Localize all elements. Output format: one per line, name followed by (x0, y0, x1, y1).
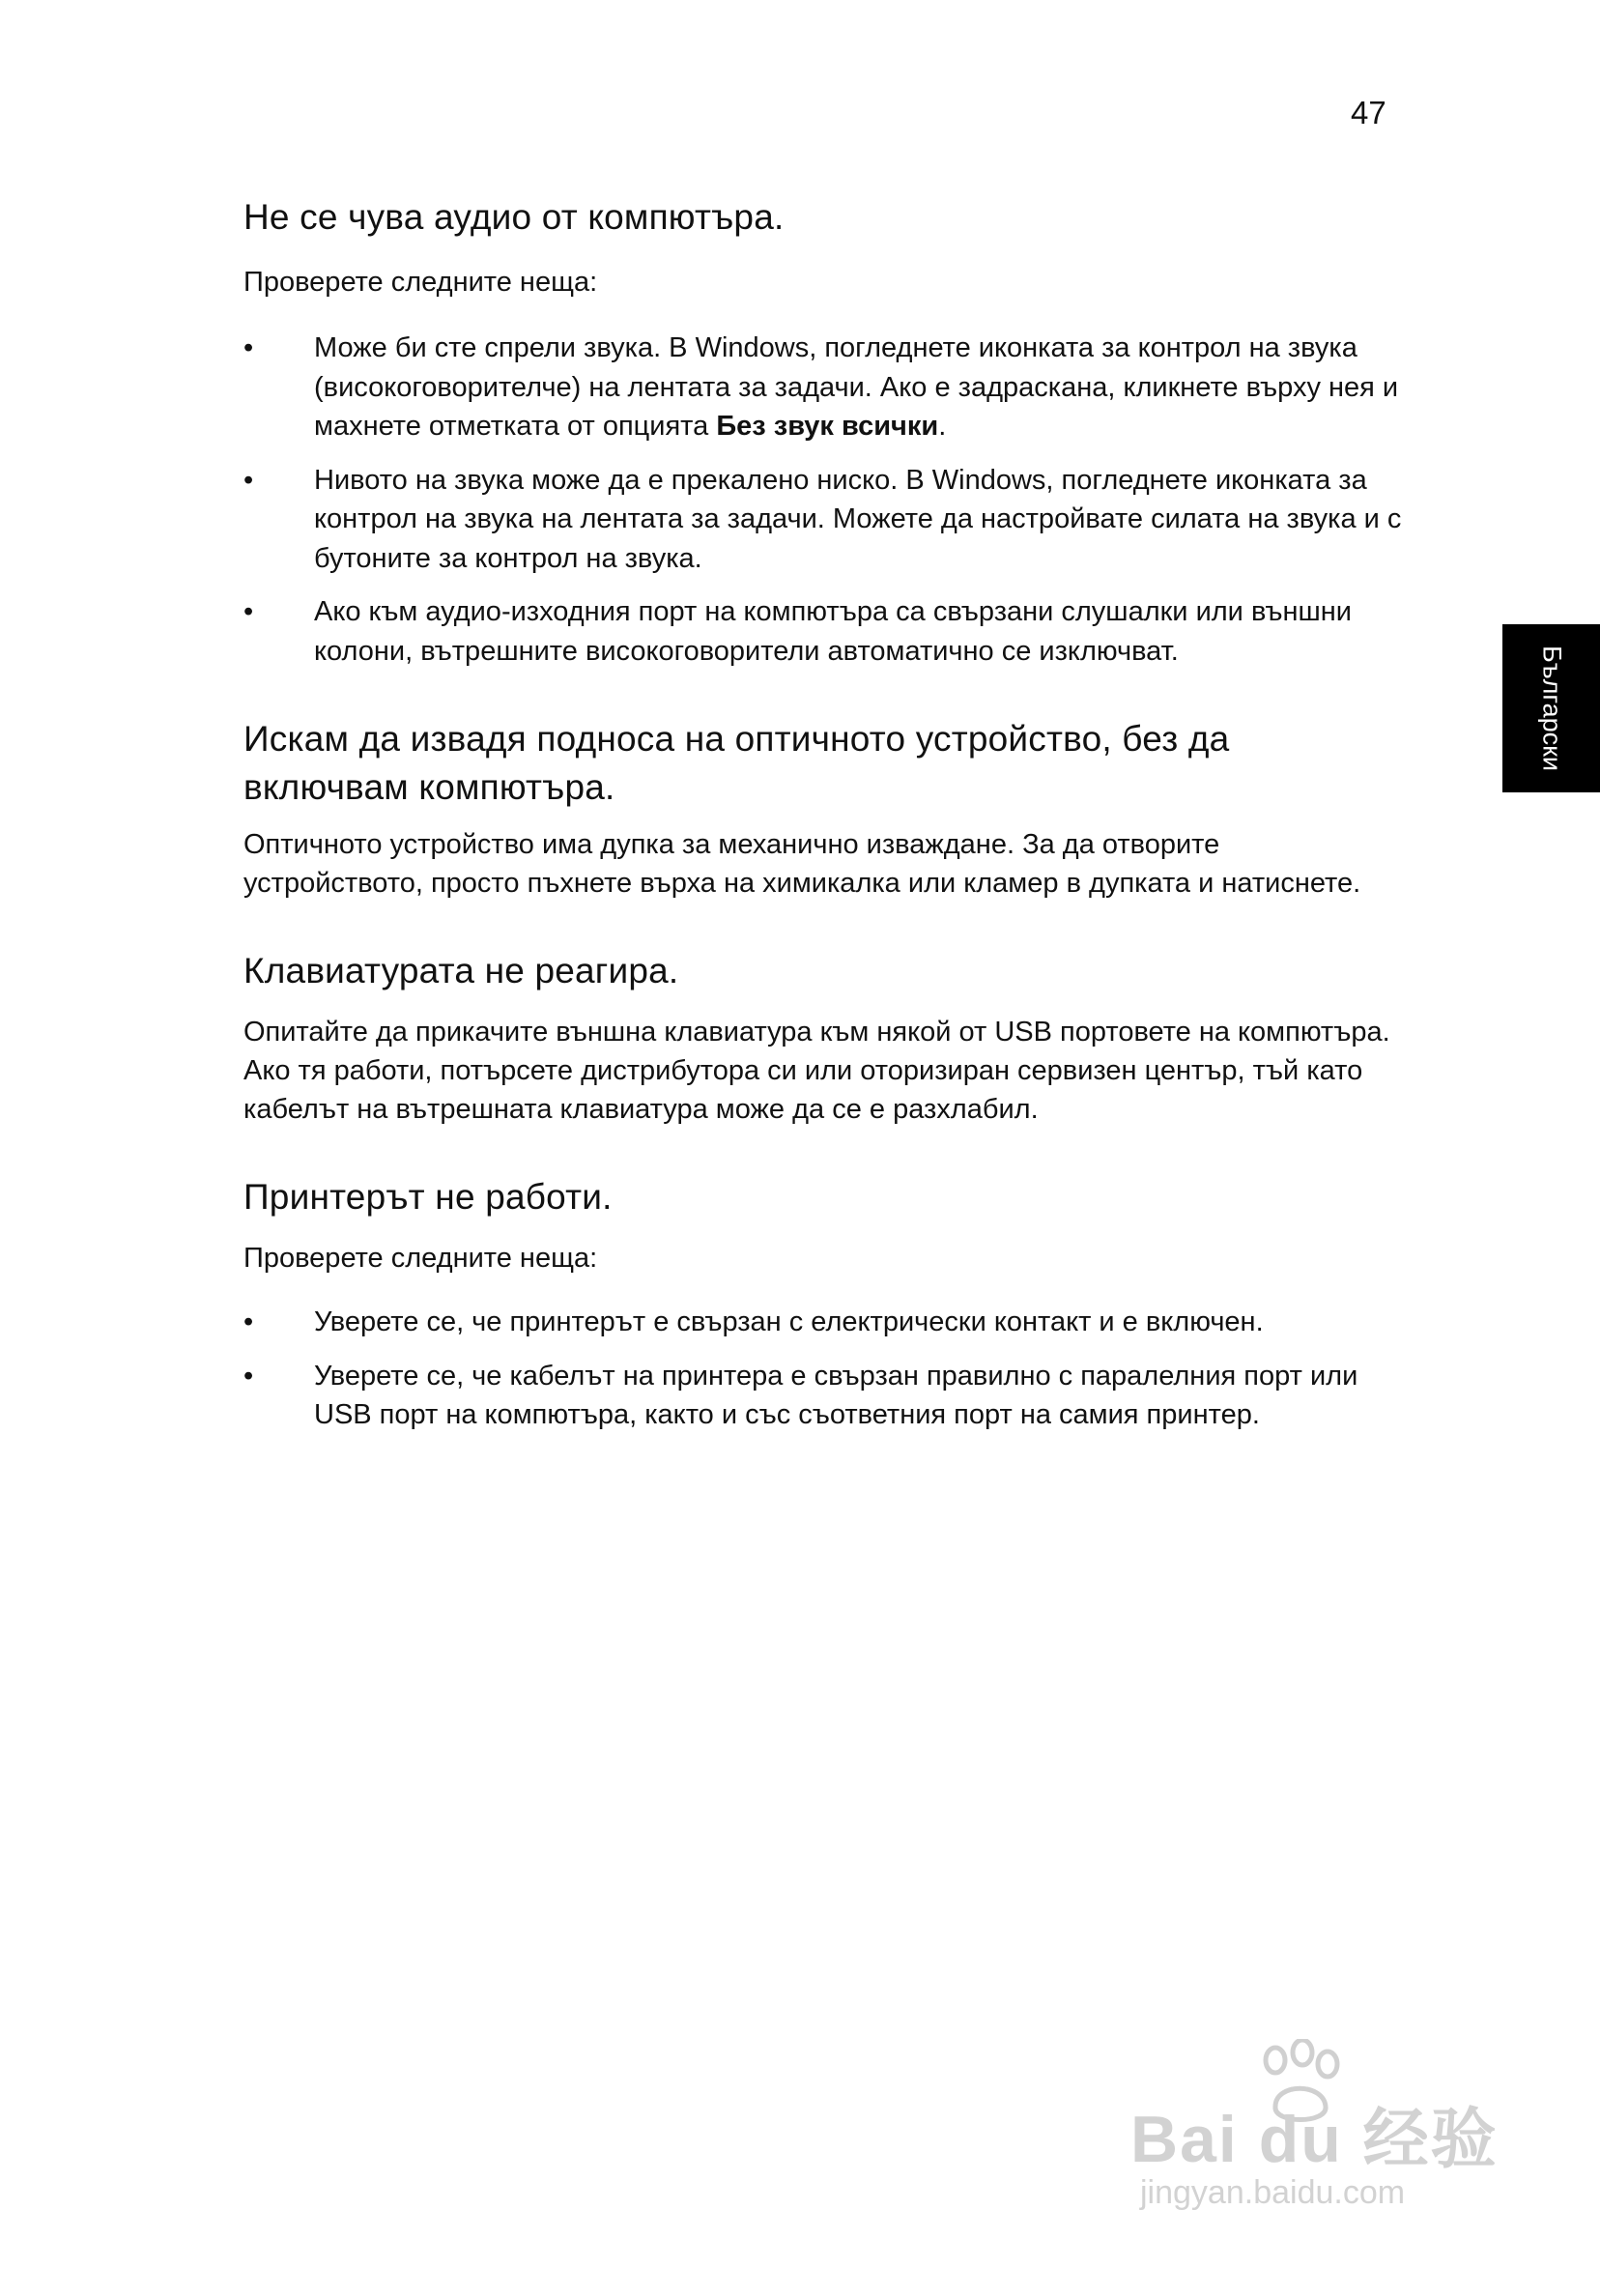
list-item (243, 329, 1403, 446)
option-name: Без звук всички (716, 411, 939, 442)
bullet-icon: • (243, 596, 254, 627)
section-heading: Клавиатурата не реагира. (243, 951, 679, 990)
section-intro: Проверете следните неща: (243, 267, 598, 298)
section-body: Опитайте да прикачите външна клавиатура към някой от USB портовете на компютъра. Ако тя работи, потърсете дистрибутора си или оторизиран сервизен център, тъй като кабелът на вътрешната клавиатура може да се е разхлабил. (243, 1017, 1390, 1125)
list-item-text: Уверете се, че кабелът на принтера е свързан правилно с паралелния порт или USB порт на компютъра, както и със съответния порт на самия принтер. (314, 1360, 1358, 1430)
bullet-list (243, 329, 1403, 671)
section-intro: Проверете следните неща: (243, 1243, 598, 1274)
section-body: Оптичното устройство има дупка за механично изваждане. За да отворите устройството, просто пъхнете върха на химикалка или кламер в дупката и натиснете. (243, 829, 1361, 899)
watermark-url: jingyan.baidu.com (1140, 2174, 1406, 2211)
bullet-list (243, 1303, 1403, 1435)
list-item-text: Може би сте спрели звука. В Windows, погледнете иконката за контрол на звука (високоговорителче) на лентата за задачи. Ако е задраскана, кликнете върху нея и махнете отметката от опцията (314, 332, 1399, 442)
language-tab-label: Български (1537, 645, 1566, 772)
section-keyboard (243, 947, 1403, 1129)
list-item-text: Ако към аудио-изходния порт на компютъра са свързани слушалки или външни колони, вътрешните високоговорители автоматично се изключват. (314, 596, 1353, 667)
list-item (243, 592, 1403, 671)
bullet-icon: • (243, 332, 254, 363)
section-heading: Принтерът не работи. (243, 1177, 613, 1217)
page-content (243, 193, 1403, 1449)
list-item (243, 461, 1403, 579)
list-item-text: Нивото на звука може да е прекалено ниско. В Windows, погледнете иконката за контрол на звука на лентата за задачи. Можете да настройвате силата на звука и с бутоните за контрол на звука. (314, 464, 1402, 574)
list-item (243, 1303, 1403, 1342)
baidu-watermark (1111, 2039, 1517, 2213)
list-item-text-end: . (938, 411, 947, 442)
watermark-logo: Bai du 经验 (1130, 2103, 1499, 2176)
bullet-icon: • (243, 1306, 254, 1337)
section-heading: Искам да извадя подноса на оптичното устройство, без да включвам компютъра. (243, 719, 1230, 807)
section-printer (243, 1173, 1403, 1435)
list-item (243, 1357, 1403, 1435)
list-item-text: Уверете се, че принтерът е свързан с електрически контакт и е включен. (314, 1306, 1264, 1337)
language-tab (1502, 624, 1600, 792)
bullet-icon: • (243, 1360, 254, 1392)
section-optical-tray (243, 715, 1403, 903)
bullet-icon: • (243, 464, 254, 496)
section-no-audio (243, 193, 1403, 671)
section-heading: Не се чува аудио от компютъра. (243, 197, 785, 237)
page-number: 47 (1351, 95, 1386, 130)
